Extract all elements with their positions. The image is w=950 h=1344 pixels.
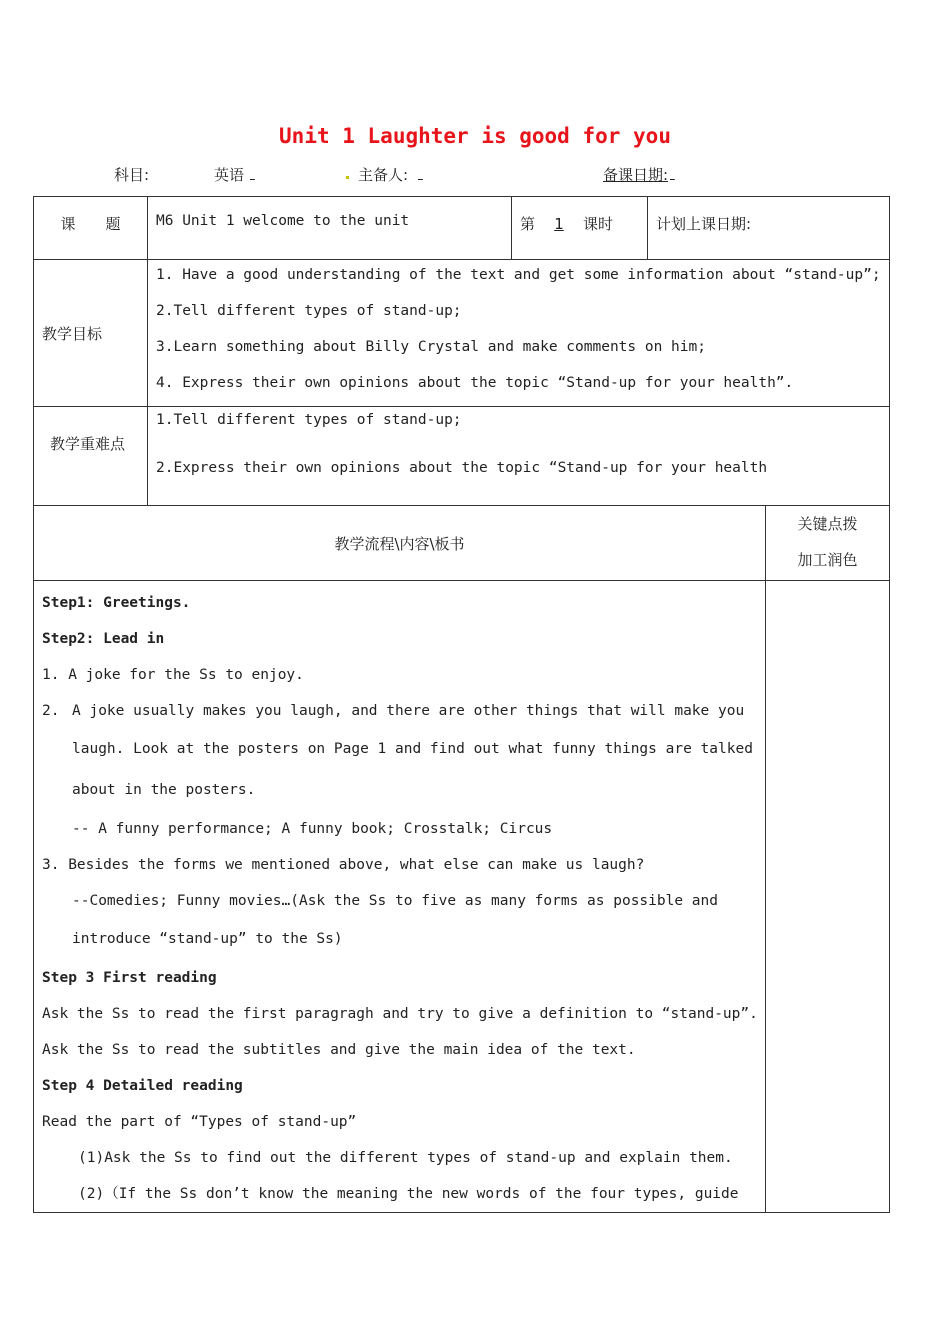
side-header-line2: 加工润色 <box>797 551 858 569</box>
period-cell <box>512 197 648 260</box>
process-line: 1. A joke for the Ss to enjoy. <box>42 667 304 683</box>
subject-value: 英语 <box>214 166 245 184</box>
preparer-label: 主备人: <box>358 166 409 184</box>
item-number: 2. <box>42 703 60 719</box>
topic-label: 课 题 <box>34 197 148 260</box>
date-label: 备课日期: <box>603 166 669 184</box>
subject-label: 科目: <box>114 166 150 184</box>
process-line: introduce “stand-up” to the Ss) <box>72 931 343 947</box>
process-content <box>34 581 766 1213</box>
key-points-row <box>34 407 890 506</box>
topic-value: M6 Unit 1 welcome to the unit <box>148 197 512 260</box>
objective-item: 4. Express their own opinions about the topic “Stand-up for your health”. <box>156 375 794 391</box>
plan-date-label: 计划上课日期: <box>648 197 890 260</box>
process-header-row <box>34 506 890 581</box>
objectives-list <box>148 260 890 407</box>
process-line: Ask the Ss to read the first paragragh and try to give a definition to “stand-up”. <box>42 1006 758 1022</box>
document-title: Unit 1 Laughter is good for you <box>279 124 671 148</box>
key-point-item: 2.Express their own opinions about the topic “Stand-up for your health <box>156 460 768 476</box>
process-body-row <box>34 581 890 1213</box>
period-suffix: 课时 <box>583 215 614 233</box>
lesson-plan-table <box>33 196 890 1213</box>
process-line: (2)（If the Ss don’t know the meaning the new words of the four types, guide <box>78 1186 739 1202</box>
process-item-2 <box>42 693 757 729</box>
process-line: (1)Ask the Ss to find out the different types of stand-up and explain them. <box>78 1150 733 1166</box>
date-underline <box>670 164 684 182</box>
process-line: laugh. Look at the posters on Page 1 and find out what funny things are talked <box>72 741 753 757</box>
subject-underline <box>250 164 346 182</box>
preparer-underline <box>418 164 598 182</box>
mark-dot <box>346 176 349 179</box>
process-side-notes <box>766 581 890 1213</box>
step-heading: Step 3 First reading <box>42 970 217 986</box>
side-header-line1: 关键点拨 <box>797 515 858 533</box>
objective-item: 1. Have a good understanding of the text and get some information about “stand-up”; <box>156 267 881 283</box>
period-number: 1 <box>554 215 564 233</box>
objectives-row <box>34 260 890 407</box>
step-heading: Step1: Greetings. <box>42 595 191 611</box>
process-line: Ask the Ss to read the subtitles and give the main idea of the text. <box>42 1042 636 1058</box>
process-line: --Comedies; Funny movies…(Ask the Ss to five as many forms as possible and <box>72 893 719 909</box>
period-prefix: 第 <box>520 215 536 233</box>
process-line: -- A funny performance; A funny book; Crosstalk; Circus <box>72 821 553 837</box>
process-header-label: 教学流程\内容\板书 <box>34 506 766 581</box>
key-point-item: 1.Tell different types of stand-up; <box>156 412 462 428</box>
process-line: 3. Besides the forms we mentioned above, what else can make us laugh? <box>42 857 645 873</box>
process-line: Read the part of “Types of stand-up” <box>42 1114 357 1130</box>
objective-item: 2.Tell different types of stand-up; <box>156 303 462 319</box>
process-line: A joke usually makes you laugh, and there are other things that will make you <box>72 703 745 719</box>
key-points-label: 教学重难点 <box>34 407 148 506</box>
step-heading: Step2: Lead in <box>42 631 165 647</box>
process-side-header <box>766 506 890 581</box>
topic-row <box>34 197 890 260</box>
key-points-list <box>148 407 890 506</box>
step-heading: Step 4 Detailed reading <box>42 1078 243 1094</box>
objectives-label: 教学目标 <box>34 260 148 407</box>
objective-item: 3.Learn something about Billy Crystal and make comments on him; <box>156 339 706 355</box>
process-line: about in the posters. <box>72 782 256 798</box>
